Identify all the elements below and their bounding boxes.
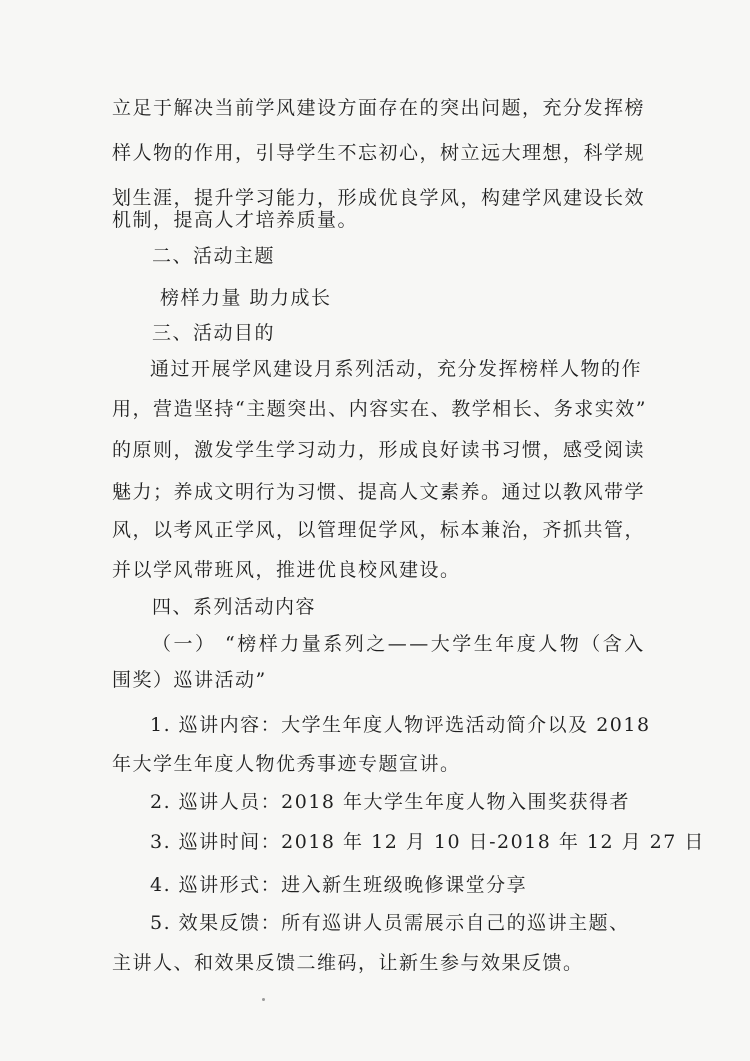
paragraph-line: 用，营造坚持“主题突出、内容实在、教学相长、务求实效” [112,398,647,420]
activity-theme: 榜样力量 助力成长 [160,287,332,309]
paragraph-line: 风，以考风正学风，以管理促学风，标本兼治，齐抓共管， [112,519,646,541]
subsection-heading: 围奖）巡讲活动” [112,669,267,691]
section-heading-theme: 二、活动主题 [152,245,276,267]
subsection-heading: （一） “榜样力量系列之——大学生年度人物（含入 [152,633,646,655]
list-item: 4. 巡讲形式：进入新生班级晚修课堂分享 [150,874,528,896]
section-heading-activities: 四、系列活动内容 [152,596,317,618]
paragraph-line: 立足于解决当前学风建设方面存在的突出问题，充分发挥榜 [112,97,646,119]
list-item: 3. 巡讲时间：2018 年 12 月 10 日-2018 年 12 月 27 日 [150,831,705,853]
paragraph-line: 划生涯，提升学习能力，形成优良学风，构建学风建设长效 [112,187,646,209]
list-item: 1. 巡讲内容：大学生年度人物评选活动简介以及 2018 [150,714,651,736]
paragraph-line: 并以学风带班风，推进优良校风建设。 [112,559,461,581]
paragraph-line: 样人物的作用，引导学生不忘初心，树立远大理想，科学规 [112,142,646,164]
paragraph-line: 机制，提高人才培养质量。 [112,209,359,231]
paragraph-line: 的原则，激发学生学习动力，形成良好读书习惯，感受阅读 [112,439,646,461]
list-item: 5. 效果反馈：所有巡讲人员需展示自己的巡讲主题、 [150,912,630,934]
paragraph-line: 通过开展学风建设月系列活动，充分发挥榜样人物的作 [150,358,643,380]
scan-speck [262,998,265,1001]
list-item: 2. 巡讲人员：2018 年大学生年度人物入围奖获得者 [150,791,631,813]
list-item: 年大学生年度人物优秀事迹专题宣讲。 [112,753,461,775]
paragraph-line: 魅力；养成文明行为习惯、提高人文素养。通过以教风带学 [112,481,646,503]
section-heading-purpose: 三、活动目的 [152,322,276,344]
list-item: 主讲人、和效果反馈二维码，让新生参与效果反馈。 [112,952,584,974]
